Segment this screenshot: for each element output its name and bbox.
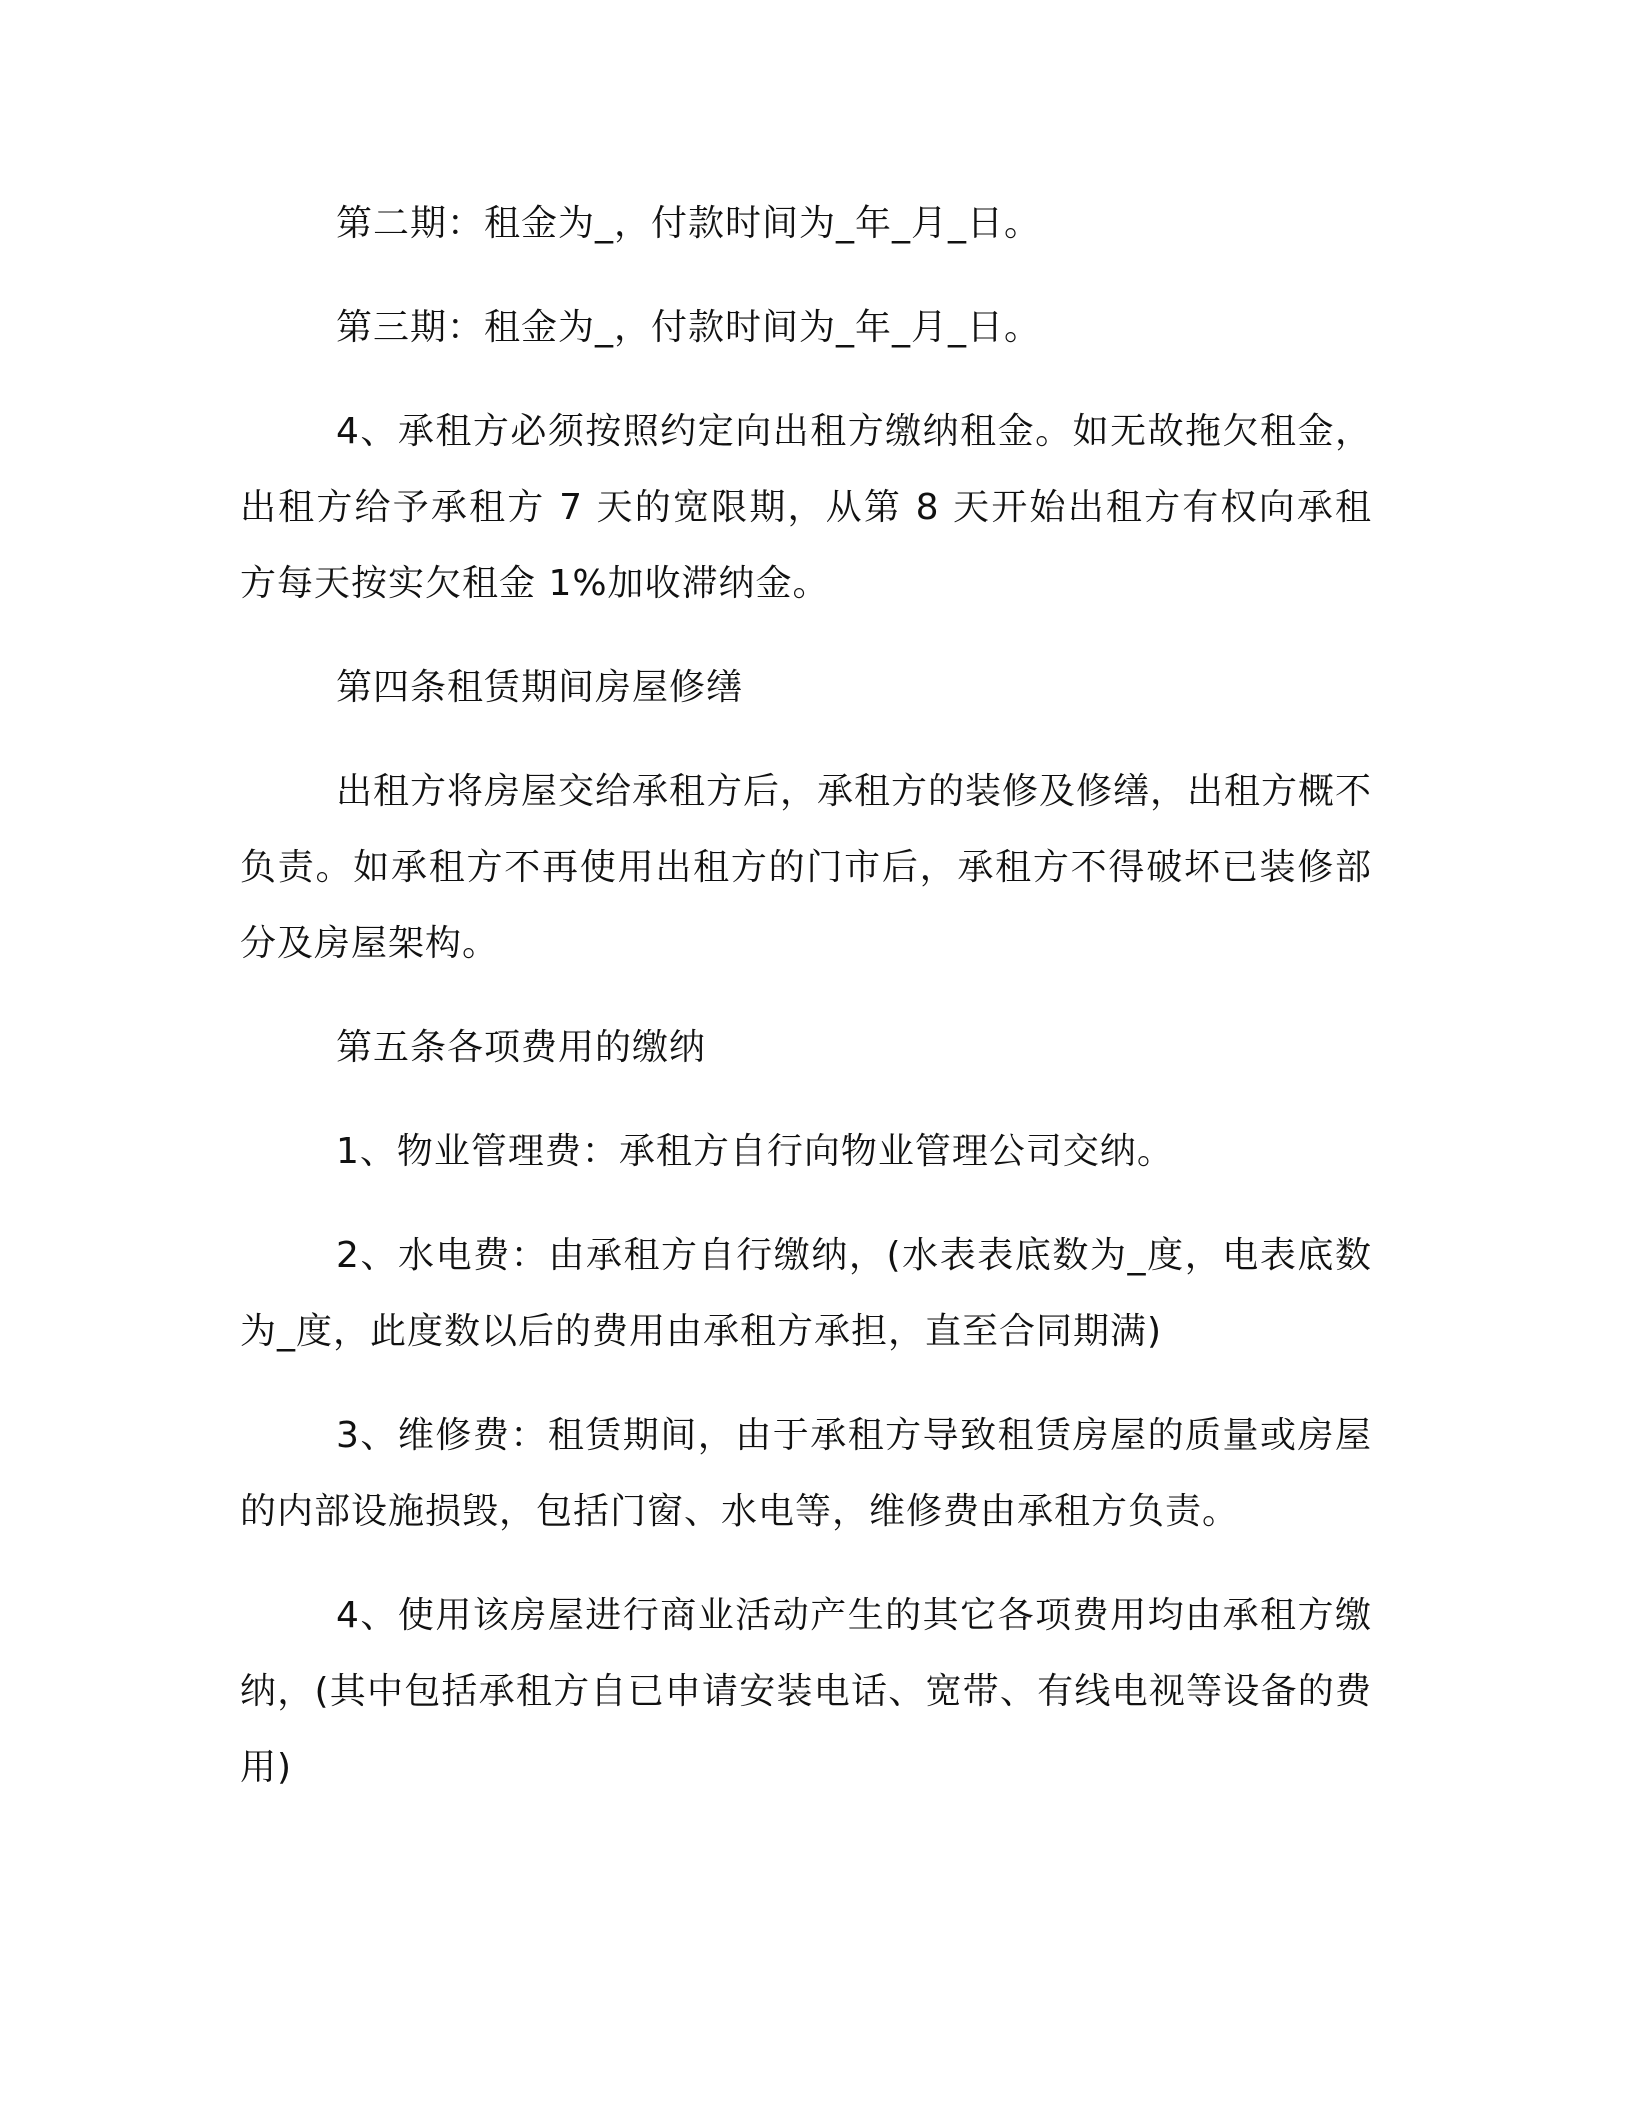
paragraph-other-fees: 4、使用该房屋进行商业活动产生的其它各项费用均由承租方缴纳，(其中包括承租方自已申请安装电话、宽带、有线电视等设备的费用)	[240, 1595, 1372, 1788]
paragraph-phase-three-rent: 第三期：租金为_，付款时间为_年_月_日。	[336, 307, 1042, 348]
paragraph-repairs: 出租方将房屋交给承租方后，承租方的装修及修缮，出租方概不负责。如承租方不再使用出租方的门市后，承租方不得破坏已装修部分及房屋架构。	[240, 771, 1373, 964]
document-body	[240, 186, 1372, 1806]
paragraph-late-payment: 4、承租方必须按照约定向出租方缴纳租金。如无故拖欠租金，出租方给予承租方 7 天的宽限期，从第 8 天开始出租方有权向承租方每天按实欠租金 1%加收滞纳金。	[240, 411, 1372, 604]
paragraph-utility-fee: 2、水电费：由承租方自行缴纳，(水表表底数为_度，电表底数为_度，此度数以后的费用由承租方承担，直至合同期满)	[240, 1235, 1372, 1352]
paragraph-phase-two-rent: 第二期：租金为_，付款时间为_年_月_日。	[336, 203, 1042, 244]
heading-article-four: 第四条租赁期间房屋修缮	[336, 667, 744, 708]
paragraph-property-fee: 1、物业管理费：承租方自行向物业管理公司交纳。	[336, 1131, 1174, 1172]
heading-article-five: 第五条各项费用的缴纳	[336, 1027, 707, 1068]
paragraph-maintenance-fee: 3、维修费：租赁期间，由于承租方导致租赁房屋的质量或房屋的内部设施损毁，包括门窗、水电等，维修费由承租方负责。	[240, 1415, 1372, 1532]
